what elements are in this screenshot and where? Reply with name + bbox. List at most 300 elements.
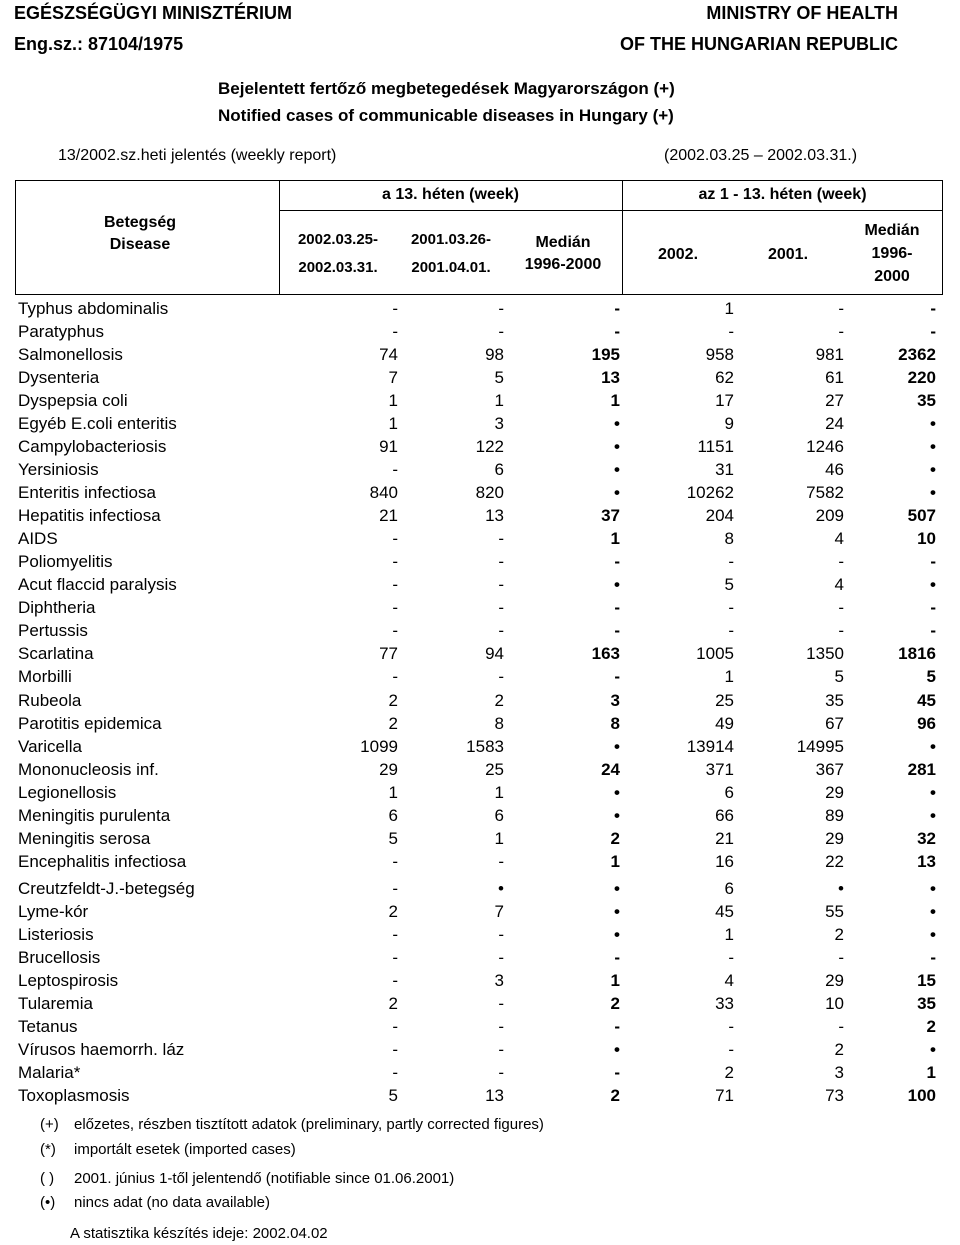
cell-c1: 77 — [379, 644, 398, 664]
cell-c5: 55 — [825, 901, 844, 921]
cell-c1: - — [392, 529, 398, 549]
cell-c4: 9 — [724, 414, 734, 434]
cell-c2: 8 — [494, 713, 504, 733]
cell-c2: - — [498, 299, 504, 318]
disease-name: Scarlatina — [18, 644, 94, 664]
cell-c5: 35 — [825, 690, 844, 710]
table-row — [18, 619, 938, 642]
cell-c3: 163 — [591, 644, 620, 664]
cell-c1: 29 — [379, 759, 398, 779]
cell-c5: 89 — [825, 805, 844, 825]
cell-c5: 22 — [825, 851, 844, 871]
col-current-week-from: 2002.03.25- — [297, 231, 379, 248]
cell-c2: 13 — [485, 506, 504, 526]
footnote-imported-mark: (*) — [40, 1141, 56, 1158]
col-cum-median-years-2: 2000 — [874, 268, 910, 285]
cell-c6: 15 — [917, 970, 936, 990]
cell-c6: • — [930, 878, 936, 898]
cell-c6: - — [930, 598, 936, 618]
disease-name: Poliomyelitis — [18, 552, 113, 572]
cell-c1: 840 — [369, 483, 398, 503]
cell-c2: 1 — [494, 782, 504, 802]
ministry-name-hu: EGÉSZSÉGÜGYI MINISZTÉRIUM — [14, 3, 293, 23]
cell-c5: 73 — [825, 1086, 844, 1106]
cell-c6: 220 — [907, 368, 936, 388]
cell-c5: 3 — [834, 1062, 844, 1082]
report-period: (2002.03.25 – 2002.03.31.) — [664, 147, 858, 164]
cell-c6: 1816 — [898, 644, 936, 664]
cell-c6: 35 — [917, 391, 936, 411]
footnote-notifiable-mark: ( ) — [40, 1170, 55, 1187]
cell-c4: 1151 — [697, 437, 734, 457]
table-row — [18, 850, 938, 873]
cell-c4: 204 — [705, 506, 734, 526]
cell-c1: - — [392, 851, 398, 871]
cell-c5: 367 — [815, 759, 844, 779]
col-cum-median-label: Medián — [864, 222, 920, 239]
cell-c6: - — [930, 947, 936, 967]
cell-c1: - — [392, 667, 398, 687]
cell-c2: 25 — [485, 759, 504, 779]
cell-c6: • — [930, 414, 936, 434]
cell-c5: 4 — [834, 575, 844, 595]
disease-name: Vírusos haemorrh. láz — [18, 1039, 185, 1059]
cell-c3: 195 — [591, 345, 620, 365]
cell-c6: • — [930, 437, 936, 457]
cell-c2: • — [498, 878, 504, 898]
cell-c3: - — [614, 322, 620, 342]
cell-c1: - — [392, 552, 398, 572]
col-cum-2001: 2001. — [767, 246, 809, 263]
cell-c1: - — [392, 322, 398, 342]
cell-c6: • — [930, 924, 936, 944]
disease-name: Meningitis serosa — [18, 828, 151, 848]
cell-c5: 61 — [825, 368, 844, 388]
cell-c4: - — [728, 621, 734, 641]
cell-c4: - — [728, 1016, 734, 1036]
cell-c5: 7582 — [806, 483, 844, 503]
cell-c2: - — [498, 621, 504, 641]
cell-c5: 46 — [825, 460, 844, 480]
col-current-week-to: 2002.03.31. — [298, 259, 378, 276]
table-row — [18, 804, 938, 827]
cell-c4: 10262 — [686, 483, 734, 503]
cell-c5: - — [838, 621, 844, 641]
cell-c5: • — [838, 878, 844, 898]
table-row — [18, 343, 938, 366]
cell-c6: 507 — [907, 506, 936, 526]
cell-c3: • — [614, 483, 620, 503]
cell-c2: - — [498, 851, 504, 871]
cell-c6: - — [930, 621, 936, 641]
cell-c5: 981 — [815, 345, 844, 365]
cell-c2: - — [498, 924, 504, 944]
ministry-name-en: MINISTRY OF HEALTH — [706, 3, 898, 23]
cell-c2: - — [498, 598, 504, 618]
table-row — [18, 389, 938, 412]
disease-name: Acut flaccid paralysis — [18, 575, 177, 595]
cell-c6: • — [930, 901, 936, 921]
cell-c3: 2 — [610, 828, 620, 848]
cell-c1: 5 — [388, 1086, 398, 1106]
disease-name: Meningitis purulenta — [18, 805, 171, 825]
cell-c5: 1350 — [806, 644, 844, 664]
cell-c1: - — [392, 970, 398, 990]
cell-c5: 209 — [815, 506, 844, 526]
disease-header-en: Disease — [109, 236, 171, 253]
cell-c3: 2 — [610, 993, 620, 1013]
table-row — [18, 527, 938, 550]
cell-c6: - — [930, 552, 936, 572]
cell-c5: 4 — [834, 529, 844, 549]
cell-c2: 6 — [494, 805, 504, 825]
disease-name: Varicella — [18, 736, 82, 756]
cell-c4: 1 — [724, 667, 734, 687]
disease-name: Enteritis infectiosa — [18, 483, 156, 503]
table-row — [18, 481, 938, 504]
col-cum-median-years-1: 1996- — [871, 245, 913, 262]
disease-name: Dyspepsia coli — [18, 391, 128, 411]
cell-c6: 2362 — [898, 345, 936, 365]
disease-name: Parotitis epidemica — [18, 713, 162, 733]
cell-c6: • — [930, 575, 936, 595]
cell-c1: - — [392, 460, 398, 480]
cell-c2: 3 — [494, 414, 504, 434]
cell-c2: 1 — [494, 828, 504, 848]
disease-name: Typhus abdominalis — [18, 299, 169, 318]
cell-c4: 62 — [715, 368, 734, 388]
disease-name: Tularemia — [18, 993, 93, 1013]
cell-c6: 13 — [917, 851, 936, 871]
table-row — [18, 923, 938, 946]
cell-c3: 24 — [601, 759, 620, 779]
header-divider — [279, 210, 943, 211]
cell-c5: - — [838, 552, 844, 572]
cell-c1: 2 — [388, 901, 398, 921]
table-row — [18, 596, 938, 619]
cell-c5: 2 — [834, 1039, 844, 1059]
cell-c1: - — [392, 598, 398, 618]
cell-c3: • — [614, 805, 620, 825]
cell-c3: 3 — [610, 690, 620, 710]
cell-c4: 6 — [724, 878, 734, 898]
cell-c4: 1 — [724, 299, 734, 318]
table-row — [18, 712, 938, 735]
cell-c5: 67 — [825, 713, 844, 733]
cell-c1: - — [392, 878, 398, 898]
cell-c3: • — [614, 901, 620, 921]
cell-c4: 66 — [715, 805, 734, 825]
cell-c3: - — [614, 1062, 620, 1082]
disease-header-hu: Betegség — [103, 214, 177, 231]
cell-c2: - — [498, 552, 504, 572]
cell-c3: • — [614, 924, 620, 944]
cell-c6: 96 — [917, 713, 936, 733]
cell-c6: 45 — [917, 690, 936, 710]
table-row — [18, 689, 938, 712]
disease-name: Hepatitis infectiosa — [18, 506, 161, 526]
cell-c1: 7 — [388, 368, 398, 388]
title-hu: Bejelentett fertőző megbetegedések Magyarországon (+) — [218, 79, 675, 98]
cell-c5: 2 — [834, 924, 844, 944]
disease-name: Salmonellosis — [18, 345, 123, 365]
cell-c1: - — [392, 299, 398, 318]
cell-c3: 13 — [601, 368, 620, 388]
disease-name: Campylobacteriosis — [18, 437, 167, 457]
cell-c4: 8 — [724, 529, 734, 549]
cell-c6: - — [930, 299, 936, 318]
cell-c3: • — [614, 437, 620, 457]
cell-c1: - — [392, 621, 398, 641]
cell-c5: - — [838, 947, 844, 967]
cell-c3: - — [614, 621, 620, 641]
cell-c5: 5 — [834, 667, 844, 687]
cell-c5: - — [838, 598, 844, 618]
cell-c1: - — [392, 1039, 398, 1059]
footnote-notifiable: 2001. június 1-től jelentendő (notifiable since 01.06.2001) — [74, 1170, 455, 1187]
table-row — [18, 573, 938, 596]
cell-c4: - — [728, 552, 734, 572]
disease-name: Lyme-kór — [18, 901, 89, 921]
cell-c4: 25 — [715, 690, 734, 710]
cell-c1: 21 — [379, 506, 398, 526]
cell-c5: 29 — [825, 828, 844, 848]
cell-c1: 2 — [388, 713, 398, 733]
cell-c4: 33 — [715, 993, 734, 1013]
cell-c2: 7 — [494, 901, 504, 921]
table-row — [18, 665, 938, 688]
cell-c6: - — [930, 322, 936, 342]
cell-c4: 45 — [715, 901, 734, 921]
cell-c1: 91 — [379, 437, 398, 457]
table-row — [18, 550, 938, 573]
cell-c6: 10 — [917, 529, 936, 549]
cell-c2: - — [498, 1039, 504, 1059]
table-row — [18, 435, 938, 458]
col-prev-week-to: 2001.04.01. — [411, 259, 491, 276]
cell-c3: 8 — [610, 713, 620, 733]
disease-name: Tetanus — [18, 1016, 78, 1036]
cell-c3: • — [614, 1039, 620, 1059]
table-row — [18, 900, 938, 923]
disease-name: Legionellosis — [18, 782, 117, 802]
title-en: Notified cases of communicable diseases in Hungary (+) — [218, 106, 674, 125]
cell-c2: 3 — [494, 970, 504, 990]
table-row — [18, 781, 938, 804]
disease-name: Egyéb E.coli enteritis — [18, 414, 177, 434]
cell-c3: 1 — [610, 529, 620, 549]
cell-c6: • — [930, 805, 936, 825]
cell-c2: 13 — [485, 1086, 504, 1106]
cell-c4: 21 — [715, 828, 734, 848]
table-row — [18, 969, 938, 992]
table-row — [18, 1015, 938, 1038]
cell-c2: - — [498, 947, 504, 967]
cell-c3: • — [614, 736, 620, 756]
report-number: 13/2002.sz.heti jelentés (weekly report) — [58, 147, 337, 164]
cell-c3: - — [614, 1016, 620, 1036]
cell-c3: - — [614, 598, 620, 618]
disease-name: Encephalitis infectiosa — [18, 851, 187, 871]
footnote-no-data: nincs adat (no data available) — [74, 1194, 270, 1211]
cell-c3: - — [614, 299, 620, 318]
cell-c2: 94 — [485, 644, 504, 664]
cell-c1: 1099 — [360, 736, 398, 756]
cell-c1: 5 — [388, 828, 398, 848]
cumulative-group-header: az 1 - 13. héten (week) — [698, 186, 867, 203]
cell-c1: - — [392, 575, 398, 595]
cell-c1: 1 — [388, 391, 398, 411]
table-row — [18, 366, 938, 389]
cell-c5: 29 — [825, 782, 844, 802]
statistics-date: A statisztika készítés ideje: 2002.04.02 — [70, 1225, 328, 1242]
cell-c6: 281 — [907, 759, 936, 779]
disease-name: Malaria* — [18, 1062, 81, 1082]
cell-c6: • — [930, 1039, 936, 1059]
disease-name: Leptospirosis — [18, 970, 119, 990]
cell-c2: - — [498, 993, 504, 1013]
republic-name-en: OF THE HUNGARIAN REPUBLIC — [620, 34, 898, 54]
cell-c3: - — [614, 667, 620, 687]
cell-c6: • — [930, 460, 936, 480]
cell-c2: 5 — [494, 368, 504, 388]
disease-name: Yersiniosis — [18, 460, 99, 480]
cell-c2: 98 — [485, 345, 504, 365]
cell-c6: 2 — [926, 1016, 936, 1036]
disease-name: Rubeola — [18, 690, 82, 710]
cell-c5: - — [838, 299, 844, 318]
footnote-no-data-mark: (•) — [40, 1194, 56, 1211]
cell-c6: 1 — [926, 1062, 936, 1082]
cell-c4: 31 — [715, 460, 734, 480]
cell-c4: 5 — [724, 575, 734, 595]
cell-c4: 1005 — [696, 644, 734, 664]
cell-c5: 24 — [825, 414, 844, 434]
disease-name: Diphtheria — [18, 598, 96, 618]
table-row — [18, 1084, 938, 1107]
disease-name: Pertussis — [18, 621, 88, 641]
cell-c4: - — [728, 947, 734, 967]
col-week-median-years: 1996-2000 — [524, 256, 602, 273]
cell-c6: 100 — [907, 1086, 936, 1106]
cell-c3: • — [614, 782, 620, 802]
cell-c4: - — [728, 1039, 734, 1059]
cell-c4: - — [728, 598, 734, 618]
cell-c3: 1 — [610, 851, 620, 871]
cell-c6: 35 — [917, 993, 936, 1013]
table-row — [18, 642, 938, 665]
cell-c3: 1 — [610, 970, 620, 990]
cell-c2: - — [498, 1016, 504, 1036]
cell-c1: 2 — [388, 690, 398, 710]
reference-number: Eng.sz.: 87104/1975 — [14, 34, 184, 54]
cell-c2: - — [498, 322, 504, 342]
table-row — [18, 320, 938, 343]
table-row — [18, 827, 938, 850]
cell-c3: • — [614, 414, 620, 434]
disease-name: Listeriosis — [18, 924, 94, 944]
disease-name: Creutzfeldt-J.-betegség — [18, 878, 195, 898]
table-row — [18, 877, 938, 900]
disease-name: Dysenteria — [18, 368, 100, 388]
cell-c1: 74 — [379, 345, 398, 365]
cell-c4: 16 — [715, 851, 734, 871]
cell-c3: • — [614, 460, 620, 480]
cell-c6: 32 — [917, 828, 936, 848]
table-row — [18, 412, 938, 435]
table-row — [18, 992, 938, 1015]
cell-c2: - — [498, 1062, 504, 1082]
table-row — [18, 458, 938, 481]
cell-c5: 14995 — [796, 736, 844, 756]
cell-c2: 1 — [494, 391, 504, 411]
cell-c3: - — [614, 947, 620, 967]
cell-c3: • — [614, 575, 620, 595]
footnote-preliminary-mark: (+) — [40, 1116, 59, 1133]
cell-c5: 1246 — [806, 437, 844, 457]
table-row — [18, 504, 938, 527]
cell-c2: 122 — [475, 437, 504, 457]
cell-c3: - — [614, 552, 620, 572]
cell-c1: 2 — [388, 993, 398, 1013]
cell-c6: • — [930, 782, 936, 802]
col-cum-2002: 2002. — [657, 246, 699, 263]
cell-c4: 2 — [724, 1062, 734, 1082]
cell-c5: - — [838, 322, 844, 342]
cell-c1: 1 — [388, 782, 398, 802]
cell-c1: - — [392, 924, 398, 944]
cell-c3: 2 — [610, 1086, 620, 1106]
table-row — [18, 297, 938, 320]
footnote-imported: importált esetek (imported cases) — [74, 1141, 296, 1158]
cell-c1: 1 — [388, 414, 398, 434]
cell-c3: • — [614, 878, 620, 898]
cell-c4: 371 — [705, 759, 734, 779]
cell-c2: 2 — [494, 690, 504, 710]
cell-c5: 29 — [825, 970, 844, 990]
cell-c2: - — [498, 529, 504, 549]
week-group-header: a 13. héten (week) — [382, 186, 519, 203]
table-row — [18, 758, 938, 781]
cell-c4: 958 — [705, 345, 734, 365]
cell-c1: - — [392, 1062, 398, 1082]
cell-c2: - — [498, 667, 504, 687]
cell-c2: 820 — [475, 483, 504, 503]
cell-c2: 6 — [494, 460, 504, 480]
cell-c4: 17 — [715, 391, 734, 411]
cell-c4: 13914 — [686, 736, 734, 756]
cell-c5: 27 — [825, 391, 844, 411]
cell-c3: 1 — [610, 391, 620, 411]
cell-c4: - — [728, 322, 734, 342]
cell-c2: - — [498, 575, 504, 595]
cell-c2: 1583 — [466, 736, 504, 756]
col-week-median-label: Medián — [535, 234, 591, 251]
cell-c1: - — [392, 1016, 398, 1036]
cell-c5: 10 — [825, 993, 844, 1013]
cell-c4: 49 — [715, 713, 734, 733]
cell-c4: 4 — [724, 970, 734, 990]
footnote-preliminary: előzetes, részben tisztított adatok (preliminary, partly corrected figures) — [74, 1116, 544, 1133]
table-row — [18, 946, 938, 969]
col-prev-week-from: 2001.03.26- — [410, 231, 492, 248]
disease-name: Toxoplasmosis — [18, 1086, 130, 1106]
cell-c4: 71 — [715, 1086, 734, 1106]
cell-c6: 5 — [926, 667, 936, 687]
disease-name: Morbilli — [18, 667, 72, 687]
cell-c4: 1 — [724, 924, 734, 944]
disease-name: Paratyphus — [18, 322, 104, 342]
